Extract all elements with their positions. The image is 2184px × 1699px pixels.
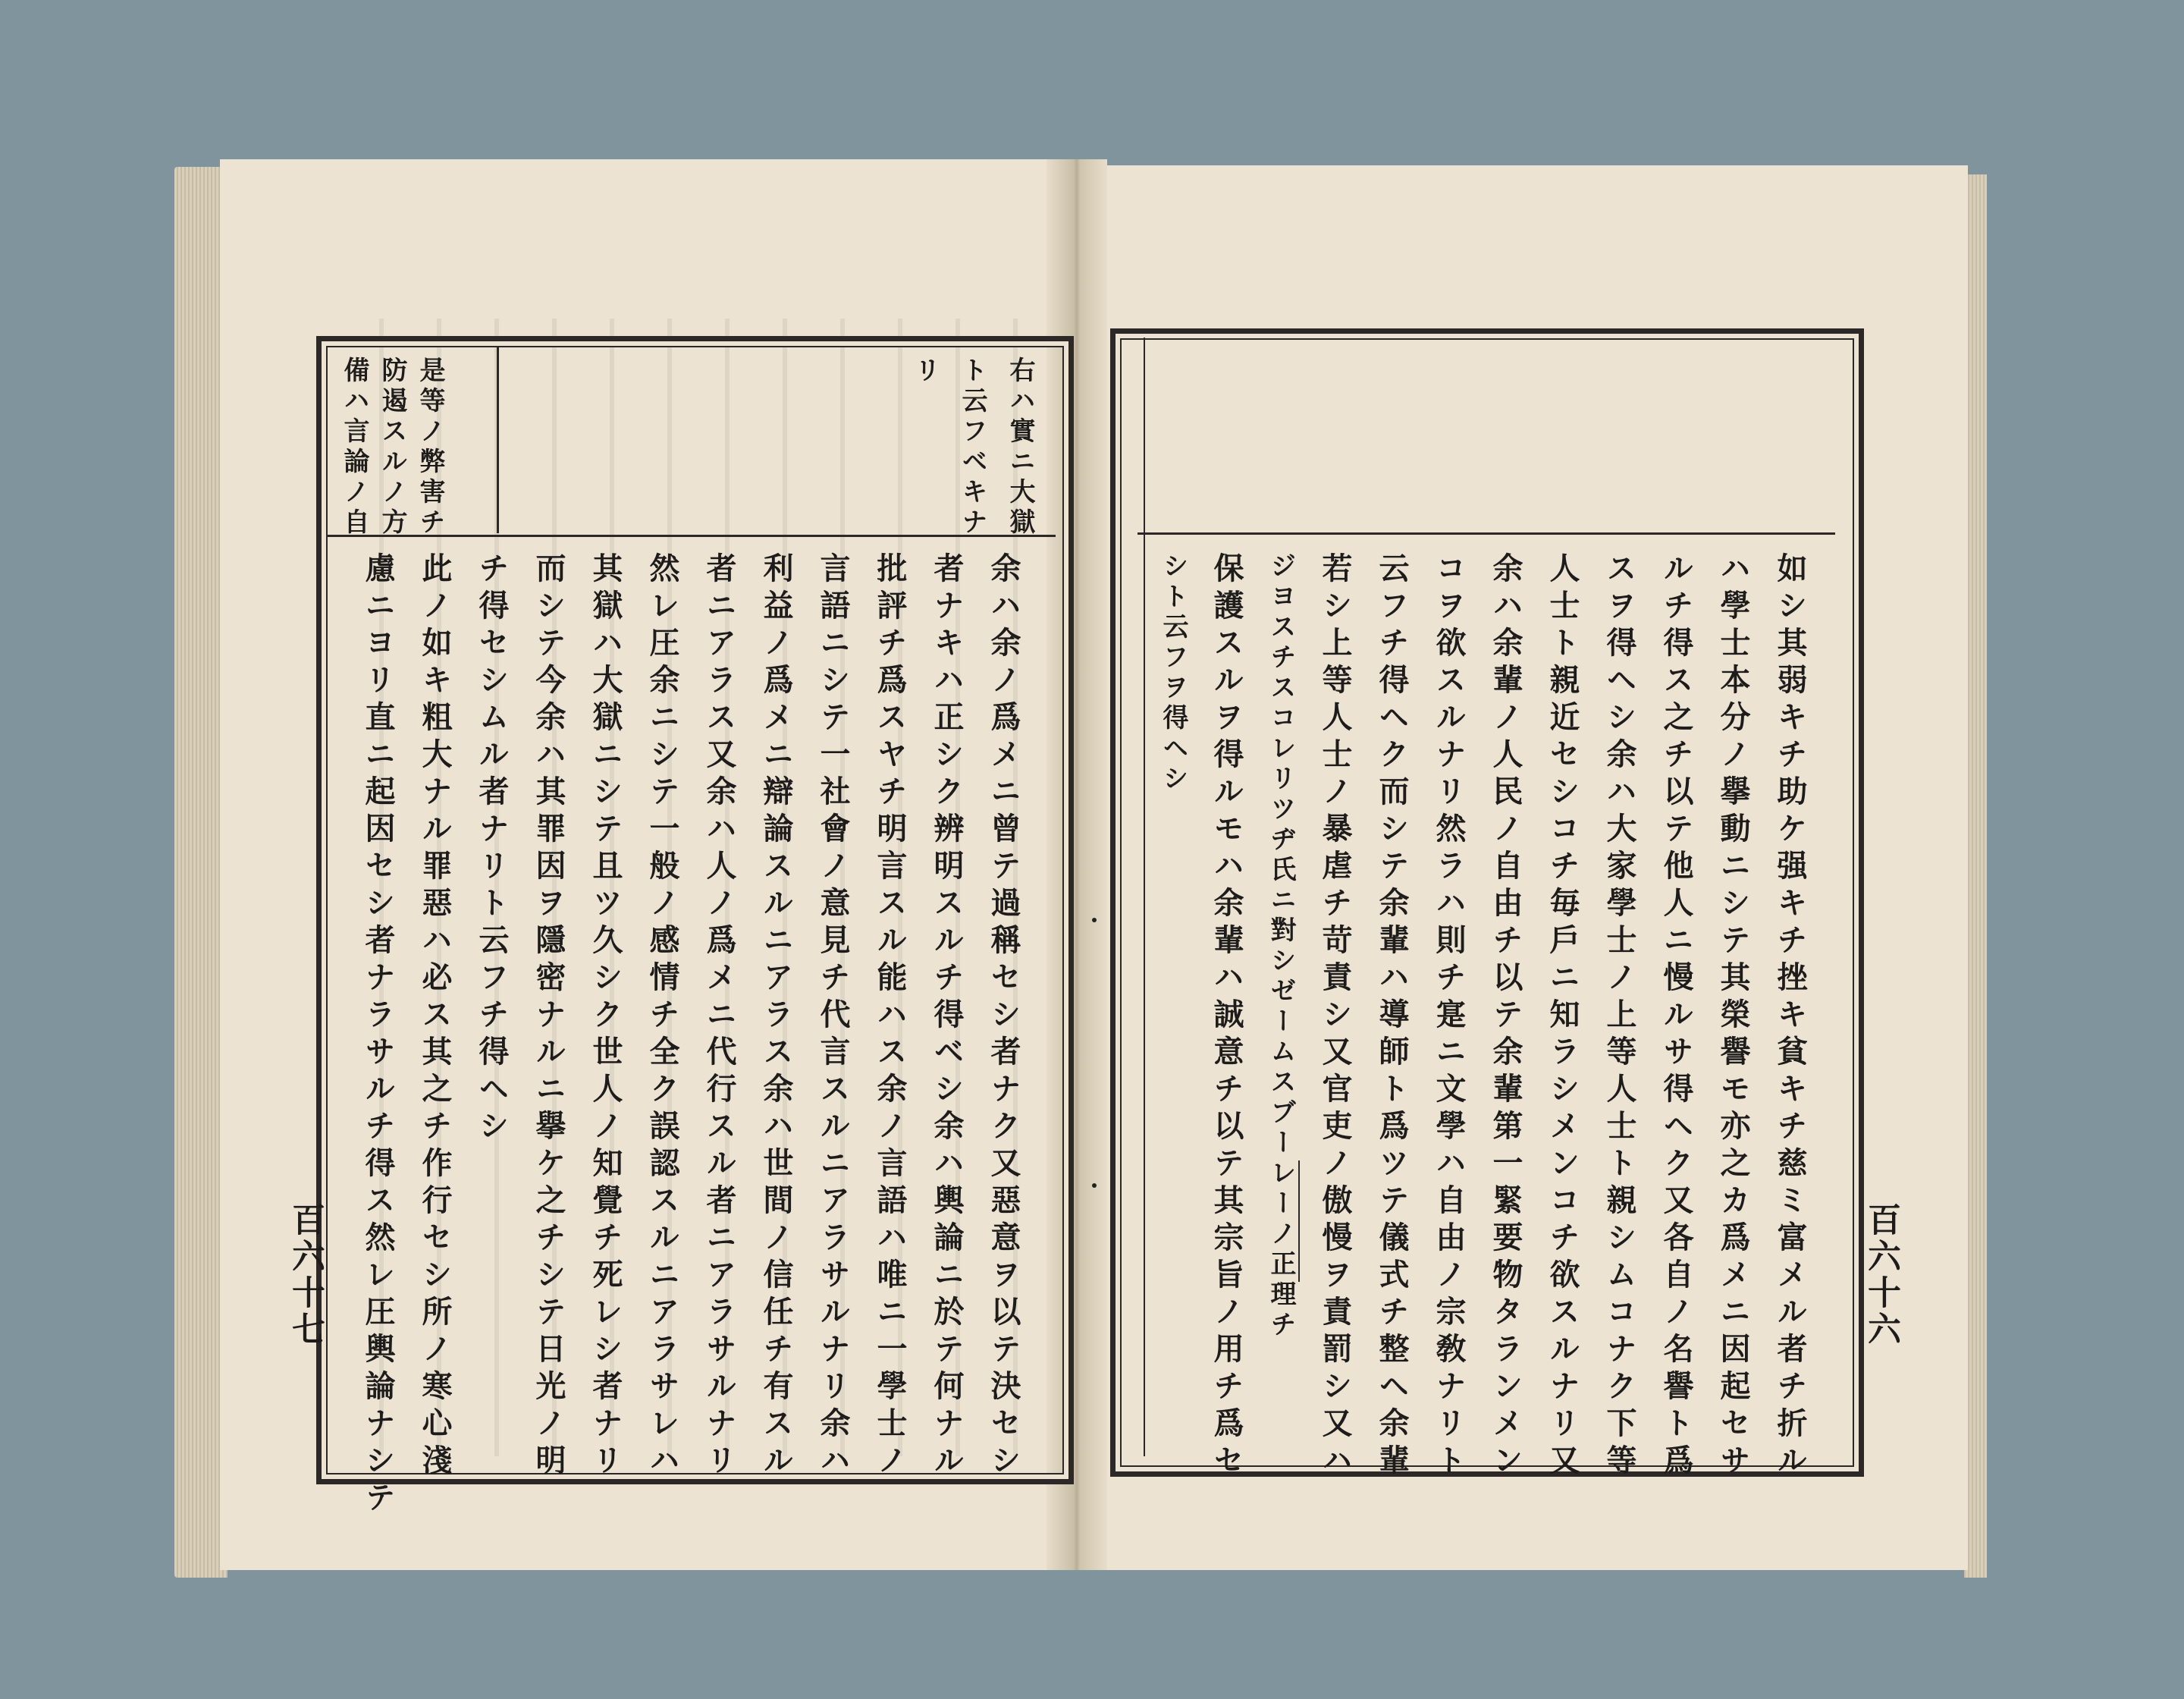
body-column: 然レ圧余ニシテ一般ノ感情チ全ク誤認スルニアラサレハ (645, 552, 680, 1481)
body-column: ハ學士本分ノ擧動ニシテ其榮譽モ亦之カ爲メニ因起セサ (1715, 552, 1751, 1481)
body-column: 云フチ得ヘク而シテ余輩ハ導師ト爲ツテ儀式チ整ヘ余輩 (1374, 552, 1410, 1481)
body-column: 而シテ今余ハ其罪因ヲ隱密ナルニ擧ケ之チシテ日光ノ明 (531, 552, 566, 1481)
note-column: リ (910, 356, 940, 387)
body-column: 如シ其弱キチ助ケ强キチ挫キ貧キチ慈ミ富メル者チ折ル (1772, 552, 1808, 1481)
body-column: 人士ト親近セシコチ毎戶ニ知ラシメンコチ欲スルナリ又 (1545, 552, 1580, 1481)
body-column: 者ナキハ正シク辨明スルチ得ベシ余ハ輿論ニ於テ何ナル (929, 552, 965, 1481)
body-column: スヲ得ヘシ余ハ大家學士ノ上等人士ト親シムコナク下等 (1602, 552, 1637, 1481)
body-column: 若シ上等人士ノ暴虐チ苛責シ又官吏ノ傲慢ヲ責罰シ又ハ (1317, 552, 1353, 1481)
body-column: ジヨスチスコレリツヂ氏ニ對シゼームスブーレーノ正理チ (1266, 552, 1296, 1341)
body-column: 其獄ハ大獄ニシテ且ツ久シク世人ノ知覺チ死レシ者ナリ (588, 552, 623, 1481)
page-number: 百六十六 (1862, 1202, 1900, 1348)
note-column: 是等ノ弊害チ (415, 356, 445, 539)
body-column: 保護スルヲ得ルモハ余輩ハ誠意チ以テ其宗旨ノ用チ爲セ (1209, 552, 1244, 1481)
right-blank-separator (1138, 532, 1835, 535)
body-column: 利益ノ爲メニ辯論スルニアラス余ハ世間ノ信任チ有スル (758, 552, 794, 1481)
note-column: 備ハ言論ノ自 (339, 356, 369, 539)
body-column: 慮ニヨリ直ニ起因セシ者ナラサルチ得ス然レ圧輿論ナシテ (360, 552, 396, 1518)
left-note-divider (497, 347, 499, 533)
body-column: 者ニアラス又余ハ人ノ爲メニ代行スル者ニアラサルナリ (701, 552, 737, 1481)
body-column: 余ハ余輩ノ人民ノ自由チ以テ余輩第一緊要物タランメン (1488, 552, 1523, 1481)
body-column: 余ハ余ノ爲メニ曾テ過稱セシ者ナク又惡意ヲ以テ決セシ (986, 552, 1021, 1481)
body-column: 言語ニシテ一社會ノ意見チ代言スルニアラサルナリ余ハ (815, 552, 851, 1481)
body-column: ルチ得ス之チ以テ他人ニ慢ルサ得ヘク又各自ノ名譽ト爲 (1658, 552, 1694, 1481)
right-inner-rule (1144, 338, 1145, 1456)
body-column: コヲ欲スルナリ然ラハ則チ寔ニ文學ハ自由ノ宗敎ナリト (1431, 552, 1467, 1481)
body-column: チ得セシムル者ナリト云フチ得ヘシ (474, 552, 510, 1147)
quote-rule (1298, 1160, 1300, 1282)
body-column: シト云フヲ得ヘシ (1158, 552, 1188, 795)
page-number: 百六十七 (286, 1202, 325, 1348)
ink-speck (1092, 1183, 1097, 1188)
note-column: 右ハ實ニ大獄 (1005, 356, 1035, 539)
body-column: 此ノ如キ粗大ナル罪惡ハ必ス其之チ作行セシ所ノ寒心淺 (417, 552, 453, 1481)
ink-speck (1092, 918, 1097, 922)
note-column: 防遏スルノ方 (377, 356, 407, 539)
note-column: ト云フベキナ (957, 356, 987, 539)
body-column: 批評チ爲スヤチ明言スル能ハス余ノ言語ハ唯ニ一學士ノ (872, 552, 908, 1481)
